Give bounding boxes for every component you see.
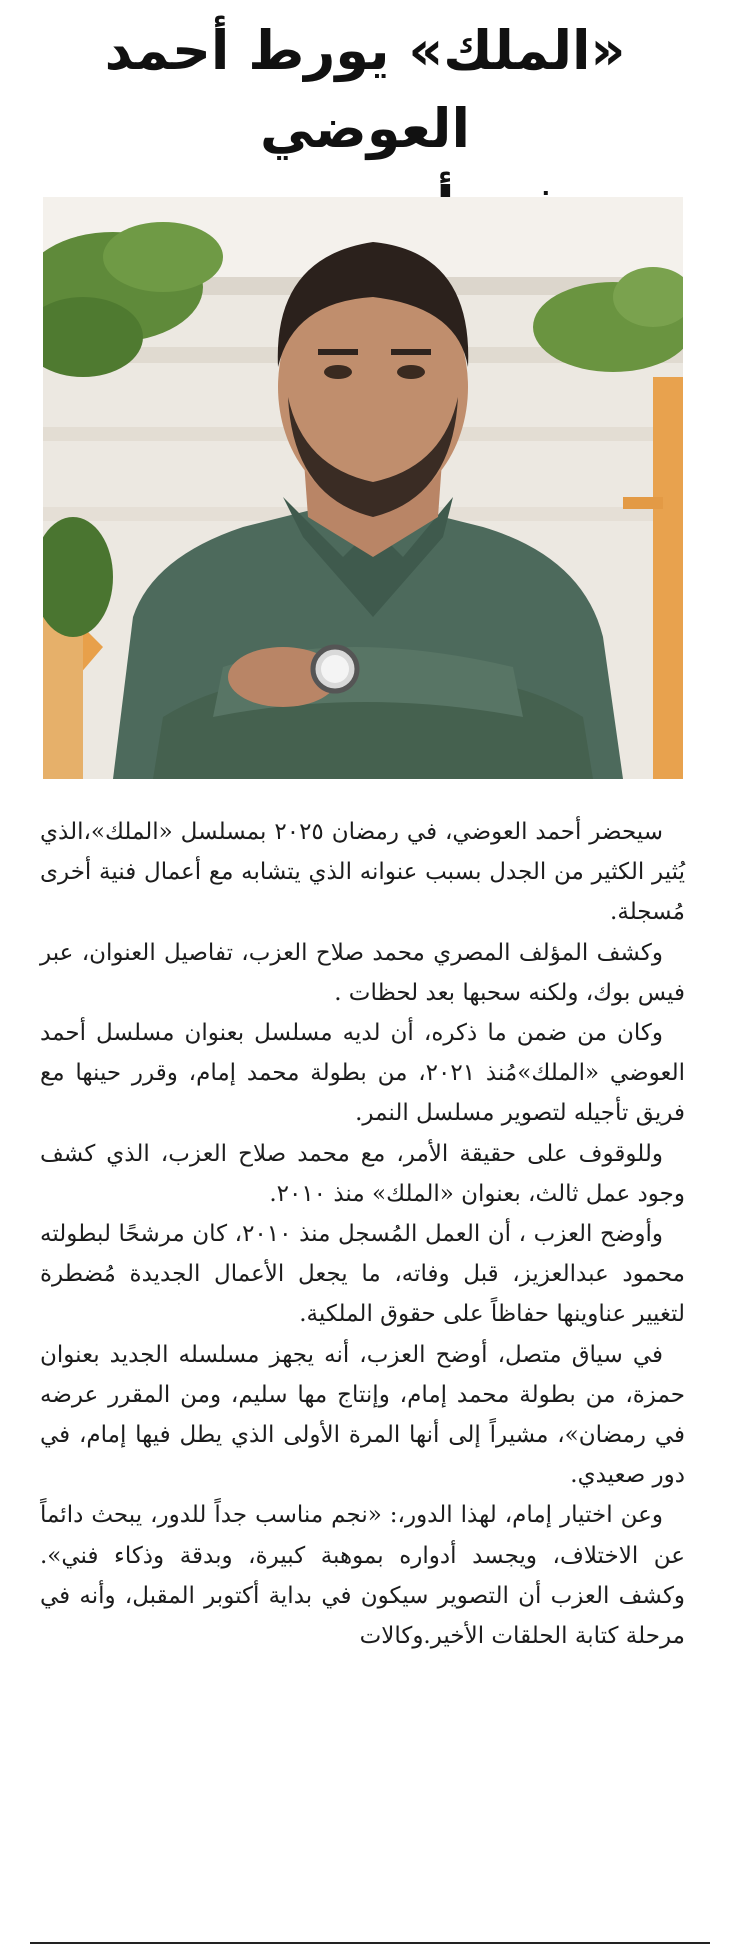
article-body [40, 812, 685, 1656]
headline-line-1: «الملك» يورط أحمد العوضي [104, 19, 626, 160]
bottom-divider [30, 1942, 710, 1944]
article-paragraph: وأوضح العزب ، أن العمل المُسجل منذ ٢٠١٠، كان مرشحًا لبطولته محمود عبدالعزيز، قبل وفاته، ما يجعل الأعمال الجديدة مُضطرة لتغيير عناوينها حفاظاً على حقوق الملكية. [40, 1221, 685, 1328]
article-paragraph: سيحضر أحمد العوضي، في رمضان ٢٠٢٥ بمسلسل «الملك»،الذي يُثير الكثير من الجدل بسبب عنوانه الذي يتشابه مع أعمال فنية أخرى مُسجلة. [40, 819, 685, 926]
article-paragraph: وعن اختيار إمام، لهذا الدور،: «نجم مناسب جداً للدور، يبحث دائماً عن الاختلاف، ويجسد أدواره بموهبة كبيرة، وبدقة وذكاء فني». وكشف العزب أن التصوير سيكون في بداية أكتوبر المقبل، وأنه في مرحلة كتابة الحلقات الأخير.وكالات [40, 1502, 685, 1650]
portrait-photo [43, 197, 683, 779]
article-paragraph: وكان من ضمن ما ذكره، أن لديه مسلسل بعنوان مسلسل أحمد العوضي «الملك»مُنذ ٢٠٢١، من بطولة محمد إمام، وقرر حينها مع فريق تأجيله لتصوير مسلسل النمر. [40, 1020, 685, 1127]
article-paragraph: وكشف المؤلف المصري محمد صلاح العزب، تفاصيل العنوان، عبر فيس بوك، ولكنه سحبها بعد لحظات . [40, 939, 685, 1006]
article-paragraph: وللوقوف على حقيقة الأمر، مع محمد صلاح العزب، الذي كشف وجود عمل ثالث، بعنوان «الملك» منذ ٢٠١٠. [40, 1140, 685, 1207]
article-paragraph: في سياق متصل، أوضح العزب، أنه يجهز مسلسله الجديد بعنوان حمزة، من بطولة محمد إمام، وإنتاج مها سليم، ومن المقرر عرضه في رمضان»، مشيراً إلى أنها المرة الأولى الذي يطل فيها إمام، في دور صعيدي. [40, 1341, 685, 1489]
portrait-photo-icon [43, 197, 683, 779]
